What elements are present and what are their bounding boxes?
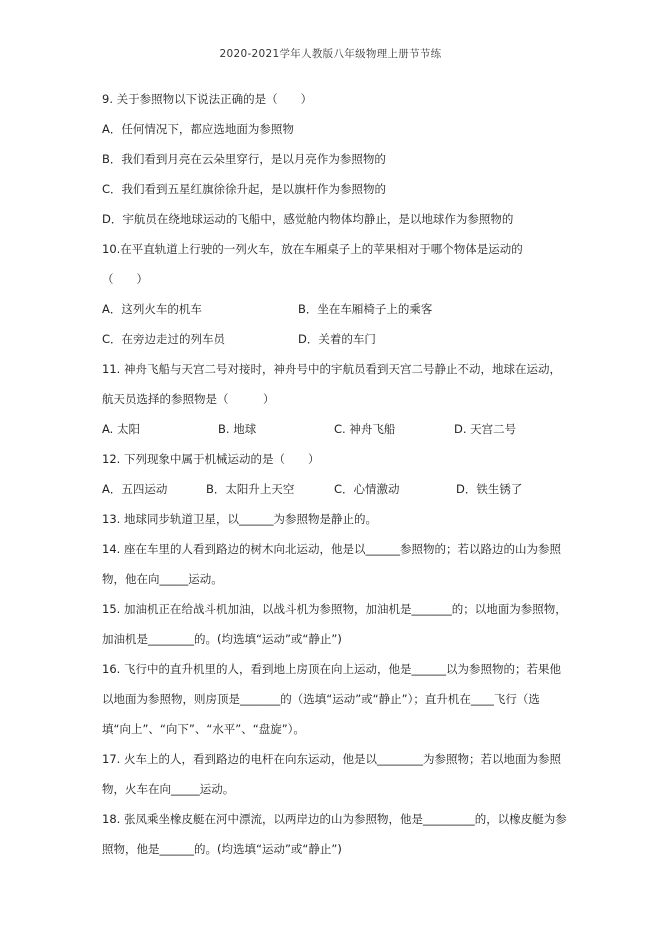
q10-options-row2 — [102, 324, 572, 354]
q9-stem: 9. 关于参照物以下说法正确的是（ ） — [102, 92, 313, 106]
q11-option-d: D. 天宫二号 — [454, 422, 517, 436]
q12-stem: 12. 下列现象中属于机械运动的是（ ） — [102, 452, 320, 466]
q12-option-c: C．心情激动 — [334, 482, 400, 496]
q11-option-b: B. 地球 — [218, 422, 257, 436]
q9-option-c: C．我们看到五星红旗徐徐升起，是以旗杆作为参照物的 — [102, 182, 387, 196]
q11-stem-line2: 航天员选择的参照物是（ ） — [102, 392, 275, 406]
q18-line2: 照物，他是______的。(均选填“运动”或“静止”) — [102, 842, 342, 856]
q14-line1: 14. 座在车里的人看到路边的树木向北运动，他是以______参照物的；若以路边的山为参照 — [102, 542, 561, 556]
q12-option-d: D．铁生锈了 — [456, 482, 523, 496]
q9-option-d: D．宇航员在绕地球运动的飞船中，感觉舱内物体均静止，是以地球作为参照物的 — [102, 212, 514, 226]
question-list — [102, 84, 572, 864]
q10-option-c: C．在旁边走过的列车员 — [102, 332, 226, 346]
q15-line1: 15. 加油机正在给战斗机加油，以战斗机为参照物，加油机是_______的；以地面为参照物， — [102, 602, 567, 616]
q12-option-a: A．五四运动 — [102, 482, 168, 496]
q10-option-a: A．这列火车的机车 — [102, 302, 202, 316]
q14-line2: 物，他在向_____运动。 — [102, 572, 223, 586]
q11-stem-line1: 11. 神舟飞船与天宫二号对接时，神舟号中的宇航员看到天宫二号静止不动，地球在运动， — [102, 362, 561, 376]
q17-line2: 物，火车在向_____运动。 — [102, 782, 235, 796]
q10-stem: 10.在平直轨道上行驶的一列火车，放在车厢桌子上的苹果相对于哪个物体是运动的 — [102, 242, 523, 256]
q10-option-d: D．关着的车门 — [298, 332, 376, 346]
q17-line1: 17. 火车上的人，看到路边的电杆在向东运动，他是以________为参照物；若以地面为参照 — [102, 752, 561, 766]
page-header: 2020-2021学年人教版八年级物理上册节节练 — [219, 48, 442, 60]
q12-option-b: B．太阳升上天空 — [206, 482, 295, 496]
q13-text: 13. 地球同步轨道卫星，以______为参照物是静止的。 — [102, 512, 377, 526]
q10-paren: （ ） — [102, 272, 148, 286]
q12-options — [102, 474, 572, 504]
q9-option-a: A．任何情况下，都应选地面为参照物 — [102, 122, 294, 136]
q11-option-a: A. 太阳 — [102, 422, 140, 436]
q9-option-b: B．我们看到月亮在云朵里穿行，是以月亮作为参照物的 — [102, 152, 386, 166]
q18-line1: 18. 张凤乘坐橡皮艇在河中漂流，以两岸边的山为参照物，他是_________的，以橡皮艇为参 — [102, 812, 567, 826]
q16-line1: 16. 飞行中的直升机里的人，看到地上房顶在向上运动，他是______以为参照物的；若果他 — [102, 662, 561, 676]
q15-line2: 加油机是________的。(均选填“运动”或“静止”) — [102, 632, 342, 646]
q10-option-b: B．坐在车厢椅子上的乘客 — [298, 302, 433, 316]
q16-line3: 填“向上”、“向下”、“水平”、“盘旋”）。 — [102, 722, 305, 736]
q10-options-row1 — [102, 294, 572, 324]
q11-options — [102, 414, 572, 444]
q16-line2: 以地面为参照物，则房顶是_______的（选填“运动”或“静止”）；直升机在____飞行（选 — [102, 692, 540, 706]
q11-option-c: C. 神舟飞船 — [334, 422, 396, 436]
